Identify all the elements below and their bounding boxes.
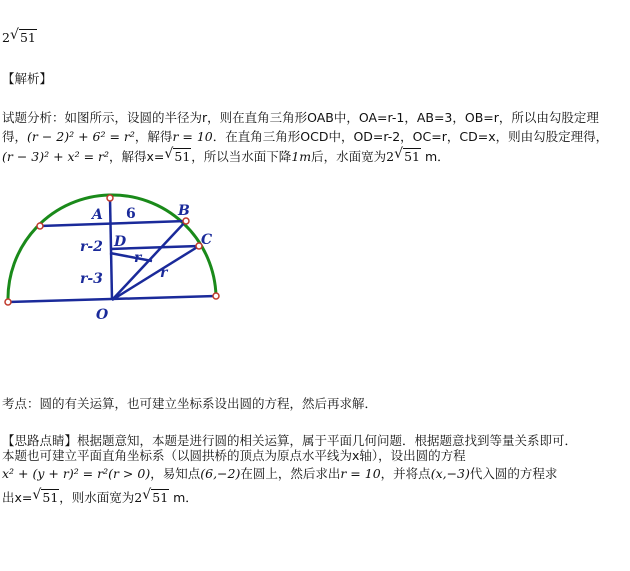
sqrt-51-2: √ 51 (32, 487, 59, 505)
line-vertical (110, 198, 112, 300)
point-left-water (5, 299, 11, 305)
analysis-line-1: 试题分析：如图所示，设圆的半径为r，则在直角三角形OAB中，OA=r-1，AB=3，OB=r，所以由勾股定理 (2, 110, 599, 125)
point-left-AB (37, 223, 43, 229)
label-D: D (114, 234, 127, 250)
silu-line-4: 出x= √ 51，则水面宽为2 √ 51 m． (2, 487, 198, 505)
label-C: C (201, 232, 213, 248)
answer-coef: 2 (2, 30, 10, 45)
answer (2, 27, 37, 46)
label-six: 6 (126, 206, 136, 222)
solution-r-2: r = 10 (340, 466, 381, 481)
line-DE (110, 253, 152, 261)
silu-line-2: 本题也可建立平面直角坐标系（以圆拱桥的顶点为原点水平线为x轴），设出圆的方程 (2, 448, 466, 463)
analysis-text: ．在直角三角形OCD中，OD=r-2，OC=r，CD=x，则由勾股定理得， (212, 129, 609, 144)
point-x-neg3: (x,−3) (430, 466, 470, 481)
analysis-text: 得， (2, 129, 28, 144)
label-r-OB: r (134, 250, 142, 266)
equation-1: (r − 2)² + 6² = r² (27, 129, 135, 144)
width-sqrt: √ 51 (394, 146, 420, 164)
analysis-text: 后，水面宽为 (311, 149, 387, 164)
line-AB (40, 221, 186, 226)
equation-2: (r − 3)² + x² = r² (2, 149, 110, 164)
sqrt-51: √ 51 (164, 146, 191, 164)
analysis-line-3: (r − 3)² + x² = r²，解得x= √ 51，所以当水面下降1m后，水面宽为2 √ 51 m． (2, 146, 450, 164)
analysis-text: ，所以当水面下降 (191, 149, 292, 164)
label-r-OC: r (160, 265, 168, 281)
analysis-line-2 (2, 129, 608, 145)
drop-amount: 1m (291, 149, 312, 164)
jiexi-heading: 【解析】 (2, 71, 53, 86)
circle-equation: x² + (y + r)² = r²(r > 0) (2, 466, 151, 481)
label-B: B (178, 203, 190, 219)
silu-line-1: 【思路点睛】根据题意知，本题是进行圆的相关运算，属于平面几何问题．根据题意找到等量关系即可． (2, 433, 578, 448)
label-r-minus-3: r-3 (80, 271, 103, 287)
kaodian: 考点：圆的有关运算，也可建立坐标系设出圆的方程，然后再求解． (2, 396, 378, 411)
width-sqrt-2: √ 51 (142, 487, 169, 505)
analysis-text: ，解得 (134, 129, 173, 144)
arch-bridge-diagram (0, 188, 232, 320)
point-top (107, 195, 113, 201)
point-right-water (213, 293, 219, 299)
label-O: O (96, 307, 109, 320)
analysis-text: ，解得x= (109, 149, 165, 164)
solution-r: r = 10 (172, 129, 213, 144)
answer-radicand: 51 (19, 30, 36, 45)
analysis-text: m． (421, 149, 450, 164)
point-6-neg2: (6,−2) (200, 466, 241, 481)
label-A: A (92, 207, 103, 223)
label-r-minus-2: r-2 (80, 239, 103, 255)
answer-sqrt: √ 51 (9, 27, 36, 45)
silu-line-3: x² + (y + r)² = r²(r > 0)，易知点(6,−2)在圆上，然后求出r = 10，并将点(x,−3)代入圆的方程求 (2, 466, 558, 481)
